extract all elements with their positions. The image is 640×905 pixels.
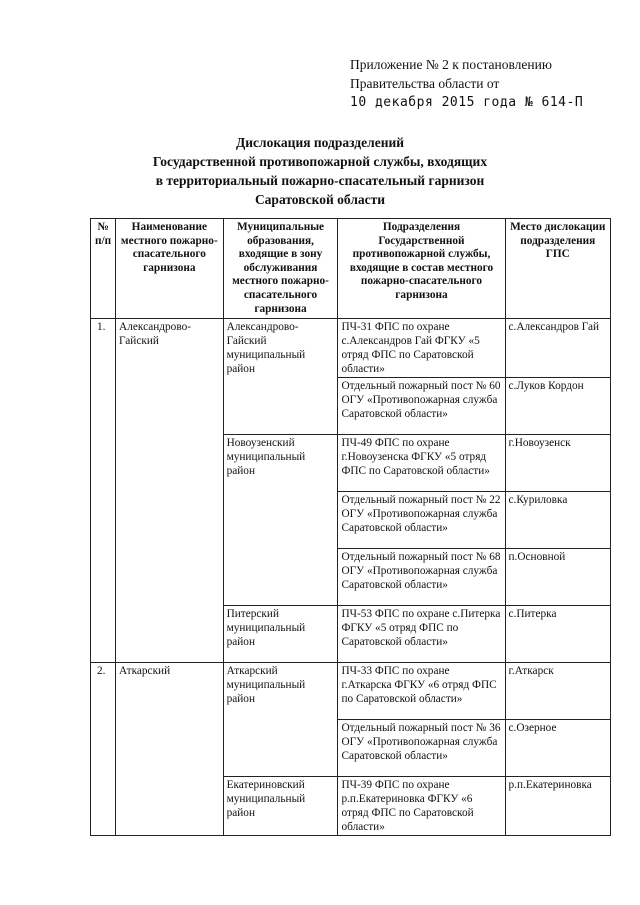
unit-location: с.Озерное: [505, 720, 610, 777]
unit-location: с.Александров Гай: [505, 319, 610, 378]
unit-location: с.Луков Кордон: [505, 378, 610, 435]
unit-name: Отдельный пожарный пост № 36 ОГУ «Противопожарная служба Саратовской области»: [338, 720, 505, 777]
table-row: [91, 319, 611, 378]
garrison-name: Аткарский: [116, 663, 224, 836]
table-header-row: [91, 219, 611, 319]
unit-name: Отдельный пожарный пост № 68 ОГУ «Противопожарная служба Саратовской области»: [338, 549, 505, 606]
garrison-name: Александрово-Гайский: [116, 319, 224, 663]
unit-location: р.п.Екатериновка: [505, 777, 610, 836]
unit-name: ПЧ-31 ФПС по охране с.Александров Гай ФГКУ «5 отряд ФПС по Саратовской области»: [338, 319, 505, 378]
appendix-line-2: Правительства области от: [350, 76, 500, 91]
title-line-2: Государственной противопожарной службы, входящих: [152, 154, 488, 169]
municipality-name: Аткарский муниципальный район: [223, 663, 338, 777]
unit-name: ПЧ-39 ФПС по охране р.п.Екатериновка ФГКУ «6 отряд ФПС по Саратовской области»: [338, 777, 505, 836]
title-line-4: Саратовской области: [254, 192, 386, 207]
appendix-line-3: 10 декабря 2015 года № 614-П: [350, 95, 584, 110]
municipality-name: Питерский муниципальный район: [223, 606, 338, 663]
unit-name: Отдельный пожарный пост № 60 ОГУ «Противопожарная служба Саратовской области»: [338, 378, 505, 435]
unit-location: с.Куриловка: [505, 492, 610, 549]
header-num: № п/п: [91, 219, 116, 319]
header-units: Подразделения Государственной противопожарной службы, входящие в состав местного пожарно-спасательного гарнизона: [338, 219, 505, 319]
header-garrison: Наименование местного пожарно-спасательного гарнизона: [116, 219, 224, 319]
unit-location: п.Основной: [505, 549, 610, 606]
title-line-3: в территориальный пожарно-спасательный гарнизон: [155, 173, 485, 188]
unit-name: ПЧ-49 ФПС по охране г.Новоузенска ФГКУ «5 отряд ФПС по Саратовской области»: [338, 435, 505, 492]
table-row: [91, 663, 611, 720]
unit-name: ПЧ-53 ФПС по охране с.Питерка ФГКУ «5 отряд ФПС по Саратовской области»: [338, 606, 505, 663]
municipality-name: Новоузенский муниципальный район: [223, 435, 338, 606]
row-num: 1.: [91, 319, 116, 663]
unit-location: с.Питерка: [505, 606, 610, 663]
unit-name: ПЧ-33 ФПС по охране г.Аткарска ФГКУ «6 отряд ФПС по Саратовской области»: [338, 663, 505, 720]
municipality-name: Александрово-Гайский муниципальный район: [223, 319, 338, 435]
appendix-line-1: Приложение № 2 к постановлению: [350, 57, 552, 72]
header-location: Место дислокации подразделения ГПС: [505, 219, 610, 319]
unit-location: г.Новоузенск: [505, 435, 610, 492]
document-title: [0, 133, 640, 209]
header-municipality: Муниципальные образования, входящие в зону обслуживания местного пожарно-спасательного гарнизона: [223, 219, 338, 319]
dislocation-table: [90, 218, 611, 836]
appendix-header: [350, 55, 583, 112]
unit-name: Отдельный пожарный пост № 22 ОГУ «Противопожарная служба Саратовской области»: [338, 492, 505, 549]
row-num: 2.: [91, 663, 116, 836]
unit-location: г.Аткарск: [505, 663, 610, 720]
title-line-1: Дислокация подразделений: [235, 135, 405, 150]
municipality-name: Екатериновский муниципальный район: [223, 777, 338, 836]
